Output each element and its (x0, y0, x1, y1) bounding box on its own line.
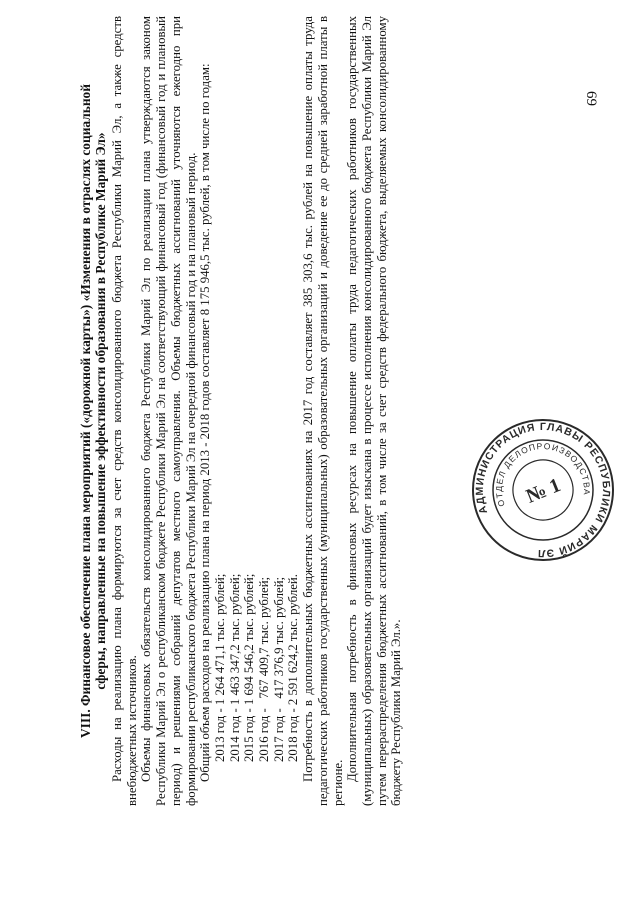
section-heading-line-1: VIII. Финансовое обеспечение плана мероприятий («дорожной карты») «Изменения в отраслях социальной (78, 84, 93, 738)
list-item: 2013 год - 1 264 471,1 тыс. рублей; (212, 573, 227, 762)
page-number: 69 (583, 91, 599, 106)
paragraph-additional-resources: Дополнительная потребность в финансовых ресурсах на повышение оплаты труда педагогических работников государственных (муниципальных) образовательных организаций будет изыскана в процессе исполнения консолидированного бюджета Республики Марий Эл путем перераспределения бюджетных ассигнований, в том числе за счет средств федерального бюджета, выделяемых консолидированному бюджету Республики Марий Эл.». (345, 16, 404, 806)
list-item: 2014 год - 1 463 347,2 тыс. рублей; (227, 573, 242, 762)
list-item: 2016 год - 767 409,7 тыс. рублей; (257, 576, 272, 762)
list-item: 2018 год - 2 591 624,2 тыс. рублей. (286, 574, 301, 762)
stamp-outer-text: АДМИНИСТРАЦИЯ ГЛАВЫ РЕСПУБЛИКИ МАРИЙ ЭЛ (473, 420, 613, 560)
yearly-expenses-list (213, 16, 301, 806)
paragraph-total-expenses: Общий объем расходов на реализацию плана на период 2013 - 2018 годов составляет 8 175 946,5 тыс. рублей, в том числе по годам: (198, 63, 213, 782)
stamp-number: № 1 (522, 474, 564, 508)
paragraph-funding-sources: Расходы на реализацию плана формируются за счет средств консолидированного бюджета Республики Марий Эл, а также средств внебюджетных источников. (110, 16, 139, 806)
section-heading (78, 34, 108, 788)
list-item: 2017 год - 417 376,9 тыс. рублей; (271, 576, 286, 762)
list-item: 2015 год - 1 694 546,2 тыс. рублей; (242, 573, 257, 762)
stamp-inner-text: ОТДЕЛ ДЕЛОПРОИЗВОДСТВА (493, 440, 593, 508)
paragraph-budget-obligations: Объемы финансовых обязательств консолидированного бюджета Республики Марий Эл по реализации плана утверждаются законом Республики Марий Эл о республиканском бюджете Республики Марий Эл на соответствующий финансовый год (финансовый год и плановый период) и решениями собраний депутатов местного самоуправления. Объемы бюджетных ассигнований уточняются ежегодно при формировании республиканского бюджета Республики Марий Эл на очередной финансовый год и на плановый период. (139, 16, 198, 806)
section-heading-line-2: сферы, направленные на повышение эффективности образования в Республике Марий Эл» (93, 132, 108, 690)
document-body (78, 16, 523, 806)
paragraph-additional-need-2017: Потребность в дополнительных бюджетных ассигнованиях на 2017 год составляет 385 303,6 тыс. рублей на повышение оплаты труда педагогических работников государственных (муниципальных) образовательных организаций и доведение ее до средней заработной платы в регионе. (301, 16, 345, 806)
